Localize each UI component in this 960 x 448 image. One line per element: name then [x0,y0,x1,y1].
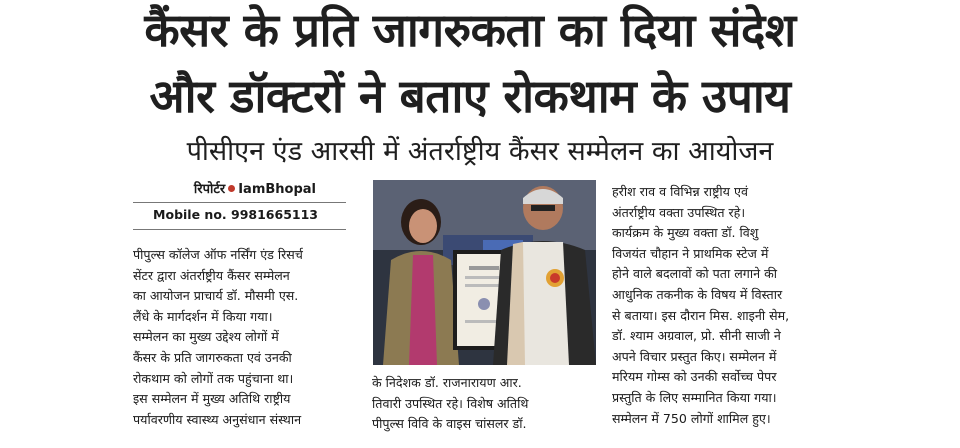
article-line: के निदेशक डॉ. राजनारायण आर. [372,375,522,390]
article-line: सम्मेलन का मुख्य उद्देश्य लोगों में [133,329,279,345]
bullet-icon [228,185,235,192]
article-line: डॉ. श्याम अग्रवाल, प्रो. सीनी साजी ने [612,328,781,344]
article-line: आधुनिक तकनीक के विषय में विस्तार [612,286,783,302]
mobile-row [133,205,346,225]
article-line: लैंधे के मार्गदर्शन में किया गया। [133,308,273,324]
byline [133,180,346,200]
headline-line-2: और डॉक्टरों ने बताए रोकथाम के उपाय [149,69,791,123]
article-line: रोकथाम को लोगों तक पहुंचाना था। [133,370,294,386]
article-line: सेंटर द्वारा अंतर्राष्ट्रीय कैंसर सम्मेलन [133,267,290,283]
headline-line-1: कैंसर के प्रति जागरुकता का दिया संदेश [144,3,796,57]
subheadline: पीसीएन एंड आरसी में अंतर्राष्ट्रीय कैंसर सम्मेलन का आयोजन [186,136,774,167]
article-line: अपने विचार प्रस्तुत किए। सम्मेलन में [612,348,777,364]
article-line: हरीश राव व विभिन्न राष्ट्रीय एवं [612,184,748,199]
article-column-2 [372,373,596,435]
article-line: इस सम्मेलन में मुख्य अतिथि राष्ट्रीय [133,391,291,407]
mobile-number: 9981665113 [231,207,318,222]
article-line: प्रस्तुति के लिए सम्मानित किया गया। [612,389,777,405]
article-line: पर्यावरणीय स्वास्थ्य अनुसंधान संस्थान [133,411,302,427]
reporter-label: रिपोर्टर [193,182,226,197]
article-line: होने वाले बदलावों को पता लगाने की [612,266,778,282]
event-photo [373,180,596,365]
article-line: तिवारी उपस्थित रहे। विशेष अतिथि [372,395,529,411]
article-line: अंतर्राष्ट्रीय वक्ता उपस्थित रहे। [612,204,746,220]
article-line: से बताया। इस दौरान मिस. शाइनी सेम, [612,307,790,323]
article-column-3 [612,182,826,429]
article-line: पीपुल्स विवि के वाइस चांसलर डॉ. [372,416,527,432]
mobile-row-wrap [133,205,346,225]
article-line: कार्यक्रम के मुख्य वक्ता डॉ. विशु [612,225,759,241]
mobile-label: Mobile no. [153,207,227,222]
article-line: पीपुल्स कॉलेज ऑफ नर्सिंग एंड रिसर्च [133,247,303,262]
article-line: मरियम गोम्स को उनकी सर्वोच्च पेपर [612,369,777,385]
reporter-row [133,180,346,200]
article-line: कैंसर के प्रति जागरुकता एवं उनकी [133,349,292,365]
article-line: सम्मेलन में 750 लोगों शामिल हुए। [612,410,771,426]
article-line: का आयोजन प्राचार्य डॉ. मौसमी एस. [133,288,299,304]
article-line: विजयंत चौहान ने प्राथमिक स्टेज में [612,245,769,261]
byline-divider-bottom [133,229,346,230]
article-column-1 [133,245,347,430]
reporter-name: IamBhopal [238,182,316,197]
byline-divider-top [133,202,346,203]
